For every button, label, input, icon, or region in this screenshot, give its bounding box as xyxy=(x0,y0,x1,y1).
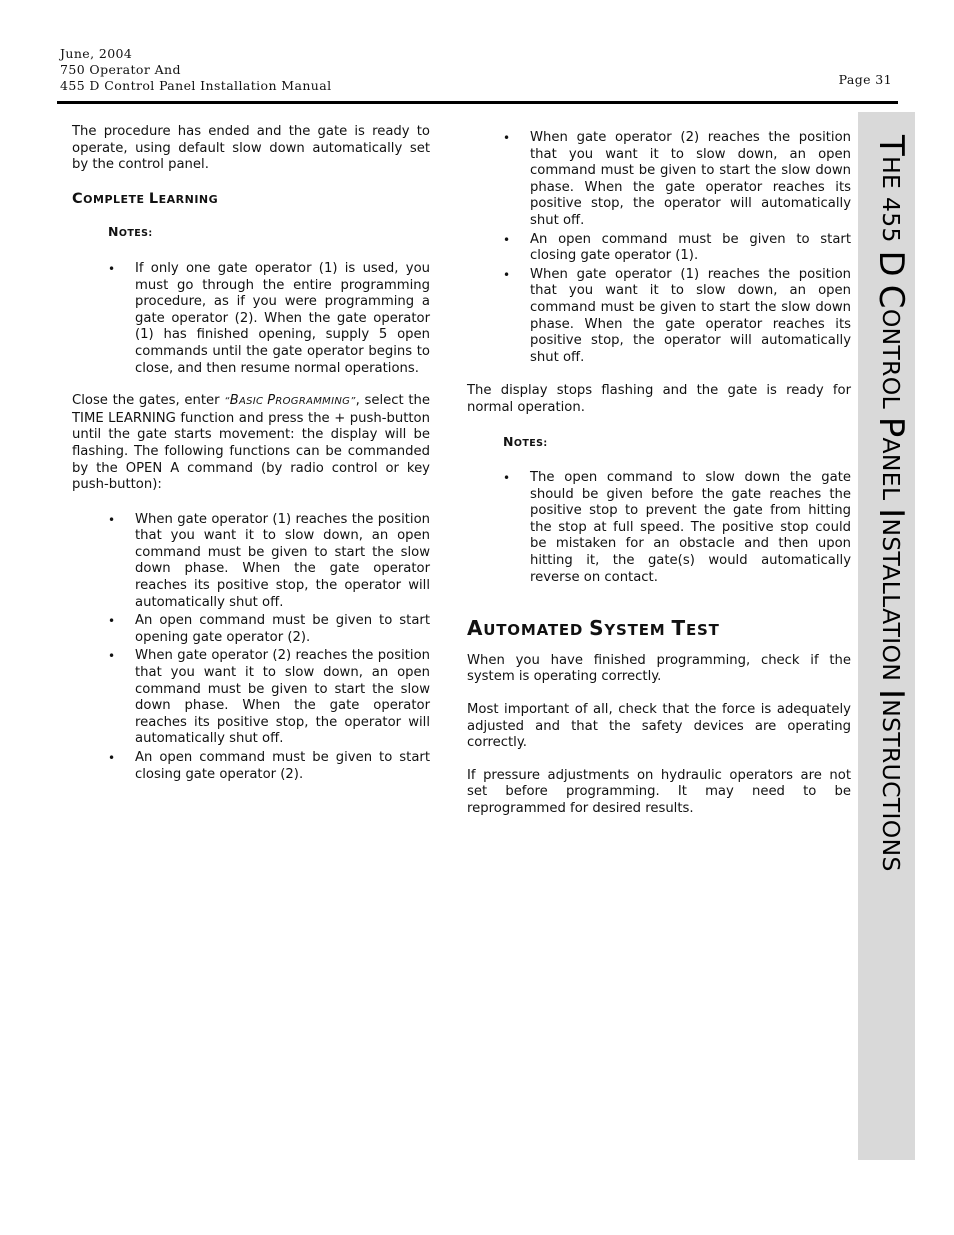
list-item xyxy=(467,130,851,230)
sidebar-title-part: D xyxy=(871,250,911,277)
notes-rest: OTES: xyxy=(513,437,548,449)
functions-list xyxy=(72,512,430,784)
notes-rest: OTES: xyxy=(118,228,153,240)
bullet: • xyxy=(503,267,511,282)
list-item xyxy=(72,648,430,748)
list-item-text: When gate operator (2) reaches the position that you want it to slow down, an open command must be given to start the slow down phase. When the gate operator reaches its positive stop, the operator will automatically shut off. xyxy=(530,130,851,228)
heading-cap: S xyxy=(589,616,605,641)
bullet: • xyxy=(108,261,116,276)
sidebar-title-part: NSTRUCTIONS xyxy=(877,699,905,872)
heading-cap: T xyxy=(671,616,686,641)
list-item xyxy=(467,232,851,265)
sidebar-title-part: HE 455 xyxy=(877,156,905,251)
heading-rest: OMPLETE xyxy=(83,192,149,206)
list-item xyxy=(72,613,430,646)
notes-label xyxy=(503,434,851,453)
header-date: June, 2004 xyxy=(60,46,133,61)
header-product: 750 Operator And xyxy=(60,62,181,77)
close-text: Close the gates, enter xyxy=(72,393,225,409)
pressure-paragraph: If pressure adjustments on hydraulic operators are not set before programming. It may need to be reprogrammed for desired results. xyxy=(467,767,851,816)
intro-paragraph: The procedure has ended and the gate is ready to operate, using default slow down automatically set by the control panel. xyxy=(72,124,430,173)
bullet: • xyxy=(108,614,116,629)
sidebar-title-part: ANEL xyxy=(877,437,905,509)
sidebar-title-part: ONTROL xyxy=(877,308,905,417)
list-item-text: When gate operator (1) reaches the position that you want it to slow down, an open command must be given to start the slow down phase. When the gate operator reaches its positive stop, the operator will automatically shut off. xyxy=(135,511,430,610)
list-item-text: An open command must be given to start closing gate operator (2). xyxy=(135,750,430,782)
ref-rest: ASIC xyxy=(238,396,268,408)
bullet: • xyxy=(108,512,116,527)
list-item-text: An open command must be given to start closing gate operator (1). xyxy=(530,231,851,264)
list-item xyxy=(467,470,851,586)
heading-rest: EST xyxy=(685,621,720,640)
sidebar-title xyxy=(871,135,911,872)
notes-cap: N xyxy=(108,224,119,240)
list-item xyxy=(72,261,430,377)
heading-rest: EARNING xyxy=(158,192,219,206)
close-gates-paragraph xyxy=(72,393,430,494)
ref-cap: P xyxy=(267,393,276,409)
notes-label xyxy=(108,224,430,243)
ref-rest: ROGRAMMING xyxy=(275,396,351,408)
bullet: • xyxy=(108,751,116,765)
list-item-text: An open command must be given to start opening gate operator (2). xyxy=(135,613,430,645)
list-item xyxy=(467,267,851,367)
basic-programming-ref xyxy=(224,393,356,409)
header-rule xyxy=(57,101,898,104)
right-column xyxy=(467,130,851,818)
bullet: • xyxy=(503,232,511,247)
close-text: , select the TIME LEARNING function and press the + push-button until the gate starts movement: the display will be flashing. The following functions can be commanded by the OPEN A command (by radio control or key push-button): xyxy=(72,393,430,493)
list-item-text: The open command to slow down the gate should be given before the gate reaches the positive stop to prevent the gate from hitting the stop at full speed. The positive stop could be mistaken for an obstacle and then upon hitting it, the gate(s) would automatically reverse on contact. xyxy=(530,470,851,585)
sidebar-tab xyxy=(858,112,915,1160)
list-item-text: If only one gate operator (1) is used, you must go through the entire programming procedure, as if you were programming a gate operator (2). When the gate operator (1) has finished opening, supply 5 open commands until the gate operator begins to close, and then resume normal operations. xyxy=(135,260,430,376)
closing-list xyxy=(467,130,851,366)
display-stops-paragraph: The display stops flashing and the gate is ready for normal operation. xyxy=(467,383,851,415)
quote-open: “ xyxy=(224,396,230,408)
sidebar-title-part: I xyxy=(871,508,911,519)
bullet: • xyxy=(503,471,511,486)
bullet: • xyxy=(503,131,511,145)
sidebar-title-part: P xyxy=(871,416,911,438)
left-column xyxy=(72,124,430,783)
heading-rest: YSTEM xyxy=(604,621,672,640)
ref-cap: B xyxy=(229,393,239,409)
sidebar-title-part: I xyxy=(871,688,911,700)
programming-check-paragraph: When you have finished programming, check if the system is operating correctly. xyxy=(467,652,851,685)
automated-system-test-heading xyxy=(467,616,851,641)
list-item-text: When gate operator (1) reaches the position that you want it to slow down, an open command must be given to start the slow down phase. When the gate operator reaches its positive stop, the operator will automatically shut off. xyxy=(530,266,851,365)
notes-cap: N xyxy=(503,433,514,449)
sidebar-title-part: C xyxy=(871,284,911,309)
heading-cap: L xyxy=(148,190,159,207)
list-item xyxy=(72,512,430,612)
page-number: Page 31 xyxy=(838,72,892,87)
list-item xyxy=(72,750,430,783)
sidebar-title-part: T xyxy=(871,135,911,157)
list-item-text: When gate operator (2) reaches the position that you want it to slow down, an open command must be given to start the slow down phase. When the gate operator reaches its positive stop, the operator will automatically shut off. xyxy=(135,648,430,747)
quote-close: ” xyxy=(350,396,356,408)
sidebar-title-part: NSTALLATION xyxy=(877,518,905,689)
page-header xyxy=(60,46,898,96)
complete-learning-heading xyxy=(72,191,430,209)
header-left xyxy=(60,46,898,94)
sidebar-title-part xyxy=(877,277,905,285)
heading-cap: A xyxy=(467,616,484,641)
notes-list xyxy=(72,261,430,377)
notes-list xyxy=(467,470,851,586)
force-check-paragraph: Most important of all, check that the force is adequately adjusted and that the safety devices are operating correctly. xyxy=(467,702,851,751)
heading-cap: C xyxy=(72,190,84,207)
header-manual-title: 455 D Control Panel Installation Manual xyxy=(60,78,332,93)
bullet: • xyxy=(108,649,116,664)
heading-rest: UTOMATED xyxy=(483,621,590,640)
